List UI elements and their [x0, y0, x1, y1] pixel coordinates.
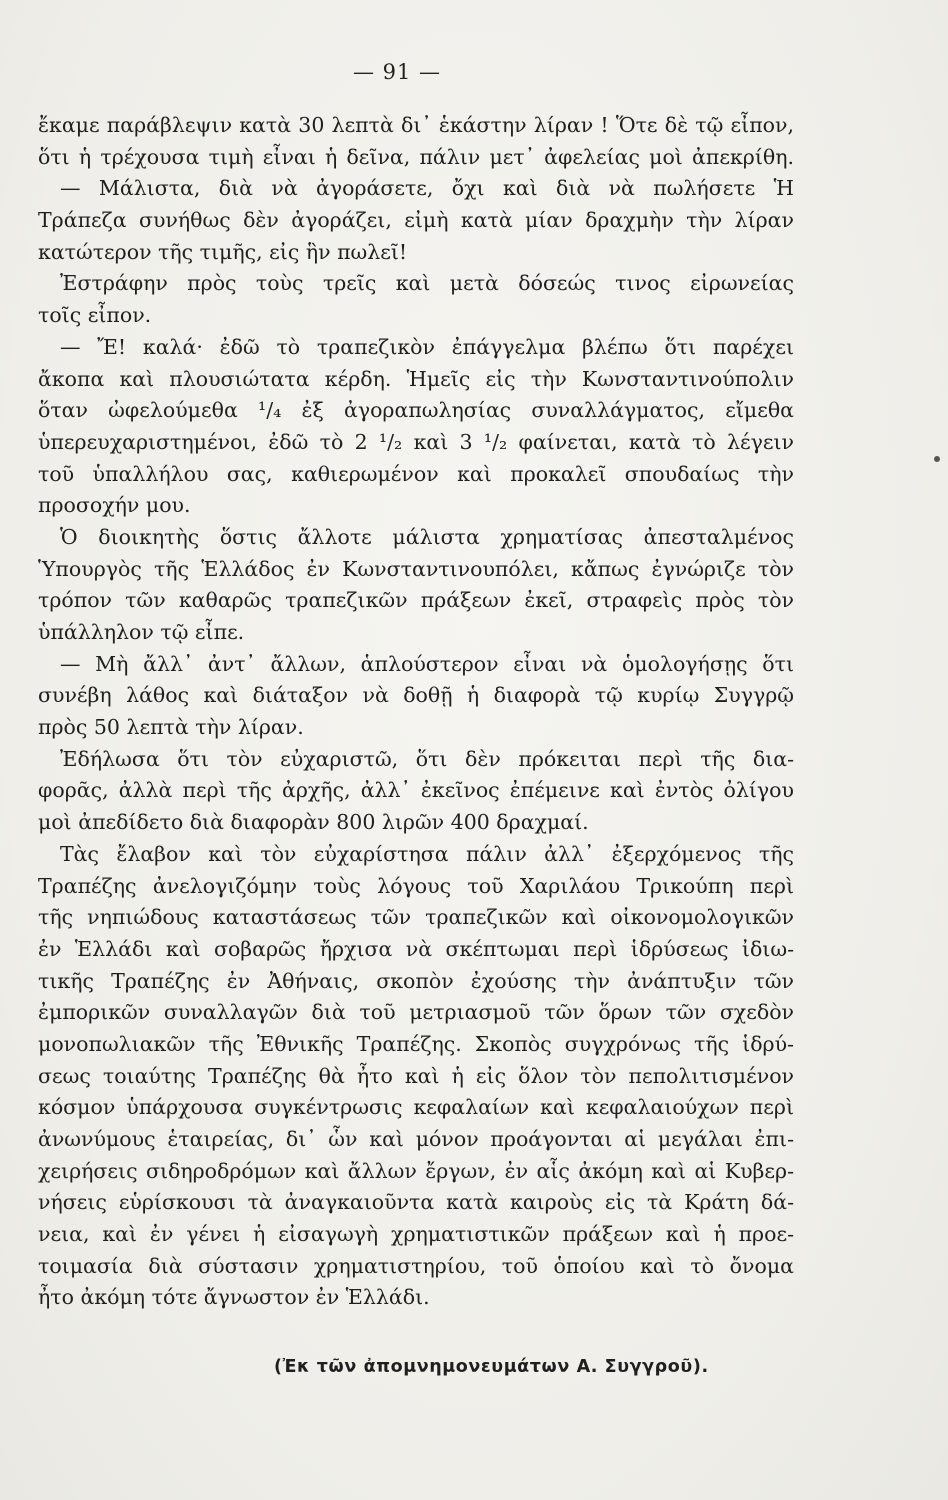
text-line: μονοπωλιακῶν τῆς Ἐθνικῆς Τραπέζης. Σκοπὸς συγχρόνως τῆς ἱδρύ-: [38, 1031, 794, 1056]
text-line: Ὁ διοικητὴς ὅστις ἄλλοτε μάλιστα χρηματίσας ἀπεσταλμένος: [60, 524, 794, 549]
text-line: ὅταν ὠφελούμεθα ¹/₄ ἐξ ἀγοραπωλησίας συναλλάγματος, εἴμεθα: [38, 398, 794, 423]
text-line: τικῆς Τραπέζης ἐν Ἀθήναις, σκοπὸν ἐχούσης τὴν ἀνάπτυξιν τῶν: [38, 968, 794, 993]
text-line: ὑπερευχαριστημένοι, ἐδῶ τὸ 2 ¹/₂ καὶ 3 ¹/₂ φαίνεται, κατὰ τὸ λέγειν: [38, 429, 794, 454]
text-line: φορᾶς, ἀλλὰ περὶ τῆς ἀρχῆς, ἀλλ᾽ ἐκεῖνος ἐπέμεινε καὶ ἐντὸς ὀλίγου: [38, 778, 794, 803]
body-text: [38, 110, 794, 1314]
text-line: Ὑπουργὸς τῆς Ἑλλάδος ἐν Κωνσταντινουπόλει, κἄπως ἐγνώριζε τὸν: [38, 556, 794, 581]
text-line: Ἐδήλωσα ὅτι τὸν εὐχαριστῶ, ὅτι δὲν πρόκειται περὶ τῆς δια-: [60, 746, 794, 771]
text-line: ἐν Ἑλλάδι καὶ σοβαρῶς ἤρχισα νὰ σκέπτωμαι περὶ ἱδρύσεως ἰδιω-: [38, 936, 794, 961]
text-line: ἀνωνύμους ἑταιρείας, δι᾽ ὧν καὶ μόνον προάγονται αἱ μεγάλαι ἐπι-: [38, 1127, 794, 1151]
text-line: τρόπον τῶν καθαρῶς τραπεζικῶν πράξεων ἐκεῖ, στραφεὶς πρὸς τὸν: [38, 588, 794, 613]
text-line: — Μάλιστα, διὰ νὰ ἀγοράσετε, ὄχι καὶ διὰ νὰ πωλήσετε Ἡ: [60, 176, 794, 201]
text-line: προσοχήν μου.: [38, 493, 191, 518]
text-line: μοὶ ἀπεδίδετο διὰ διαφορὰν 800 λιρῶν 400 δραχμαί.: [38, 810, 589, 835]
text-line: κόσμον ὑπάρχουσα συγκέντρωσις κεφαλαίων καὶ κεφαλαιούχων περὶ: [38, 1095, 794, 1120]
text-line: Τραπέζης ἀνελογιζόμην τοὺς λόγους τοῦ Χαριλάου Τρικούπη περὶ: [38, 873, 794, 898]
text-line: πρὸς 50 λεπτὰ τὴν λίραν.: [38, 715, 304, 740]
text-line: τοῖς εἶπον.: [38, 303, 152, 328]
text-line: Τὰς ἔλαβον καὶ τὸν εὐχαρίστησα πάλιν ἀλλ᾽ ἐξερχόμενος τῆς: [60, 841, 794, 866]
text-line: ἔκαμε παράβλεψιν κατὰ 30 λεπτὰ δι᾽ ἑκάστην λίραν ! Ὅτε δὲ τῷ εἶπον,: [38, 113, 794, 137]
text-line: ὅτι ἡ τρέχουσα τιμὴ εἶναι ἡ δεῖνα, πάλιν μετ᾽ ἀφελείας μοὶ ἀπεκρίθη.: [38, 144, 794, 169]
text-line: τοῦ ὑπαλλήλου σας, καθιερωμένον καὶ προκαλεῖ σπουδαίως τὴν: [38, 461, 794, 486]
text-line: νεια, καὶ ἐν γένει ἡ εἰσαγωγὴ χρηματιστικῶν πράξεων καὶ ἡ προε-: [38, 1222, 794, 1247]
source-citation: (Ἐκ τῶν ἀπομνημονευμάτων Α. Συγγροῦ).: [274, 1357, 709, 1377]
margin-mark: [934, 456, 940, 462]
text-line: ἦτο ἀκόμη τότε ἄγνωστον ἐν Ἑλλάδι.: [38, 1285, 430, 1310]
text-line: τοιμασία διὰ σύστασιν χρηματιστηρίου, τοῦ ὁποίου καὶ τὸ ὄνομα: [38, 1253, 794, 1278]
text-line: ὑπάλληλον τῷ εἶπε.: [38, 620, 245, 644]
text-line: σεως τοιαύτης Τραπέζης θὰ ἦτο καὶ ἡ εἰς ὅλον τὸν πεπολιτισμένον: [38, 1063, 794, 1088]
text-line: — Ἔ! καλά· ἐδῶ τὸ τραπεζικὸν ἐπάγγελμα βλέπω ὅτι παρέχει: [60, 334, 794, 359]
text-line: κατώτερον τῆς τιμῆς, εἰς ἣν πωλεῖ!: [38, 239, 408, 264]
text-line: τῆς νηπιώδους καταστάσεως τῶν τραπεζικῶν καὶ οἰκονομολογικῶν: [38, 905, 794, 930]
text-line: ἐμπορικῶν συναλλαγῶν διὰ τοῦ μετριασμοῦ τῶν ὅρων τῶν σχεδὸν: [38, 1000, 794, 1025]
text-line: Τράπεζα συνήθως δὲν ἀγοράζει, εἰμὴ κατὰ μίαν δραχμὴν τὴν λίραν: [38, 208, 794, 233]
text-line: χειρήσεις σιδηροδρόμων καὶ ἄλλων ἔργων, ἐν αἷς ἀκόμη καὶ αἱ Κυβερ-: [38, 1158, 794, 1183]
text-line: νήσεις εὑρίσκουσι τὰ ἀναγκαιοῦντα κατὰ καιροὺς εἰς τὰ Κράτη δά-: [38, 1190, 794, 1215]
text-line: — Μὴ ἄλλ᾽ ἀντ᾽ ἄλλων, ἁπλούστερον εἶναι νὰ ὁμολογήσῃς ὅτι: [60, 651, 794, 676]
page-number: — 91 —: [352, 60, 442, 84]
text-line: συνέβη λάθος καὶ διάταξον νὰ δοθῇ ἡ διαφορὰ τῷ κυρίῳ Συγγρῷ: [38, 683, 794, 708]
text-line: Ἐστράφην πρὸς τοὺς τρεῖς καὶ μετὰ δόσεώς τινος εἰρωνείας: [60, 271, 794, 296]
text-line: ἄκοπα καὶ πλουσιώτατα κέρδη. Ἡμεῖς εἰς τὴν Κωνσταντινούπολιν: [38, 366, 794, 391]
